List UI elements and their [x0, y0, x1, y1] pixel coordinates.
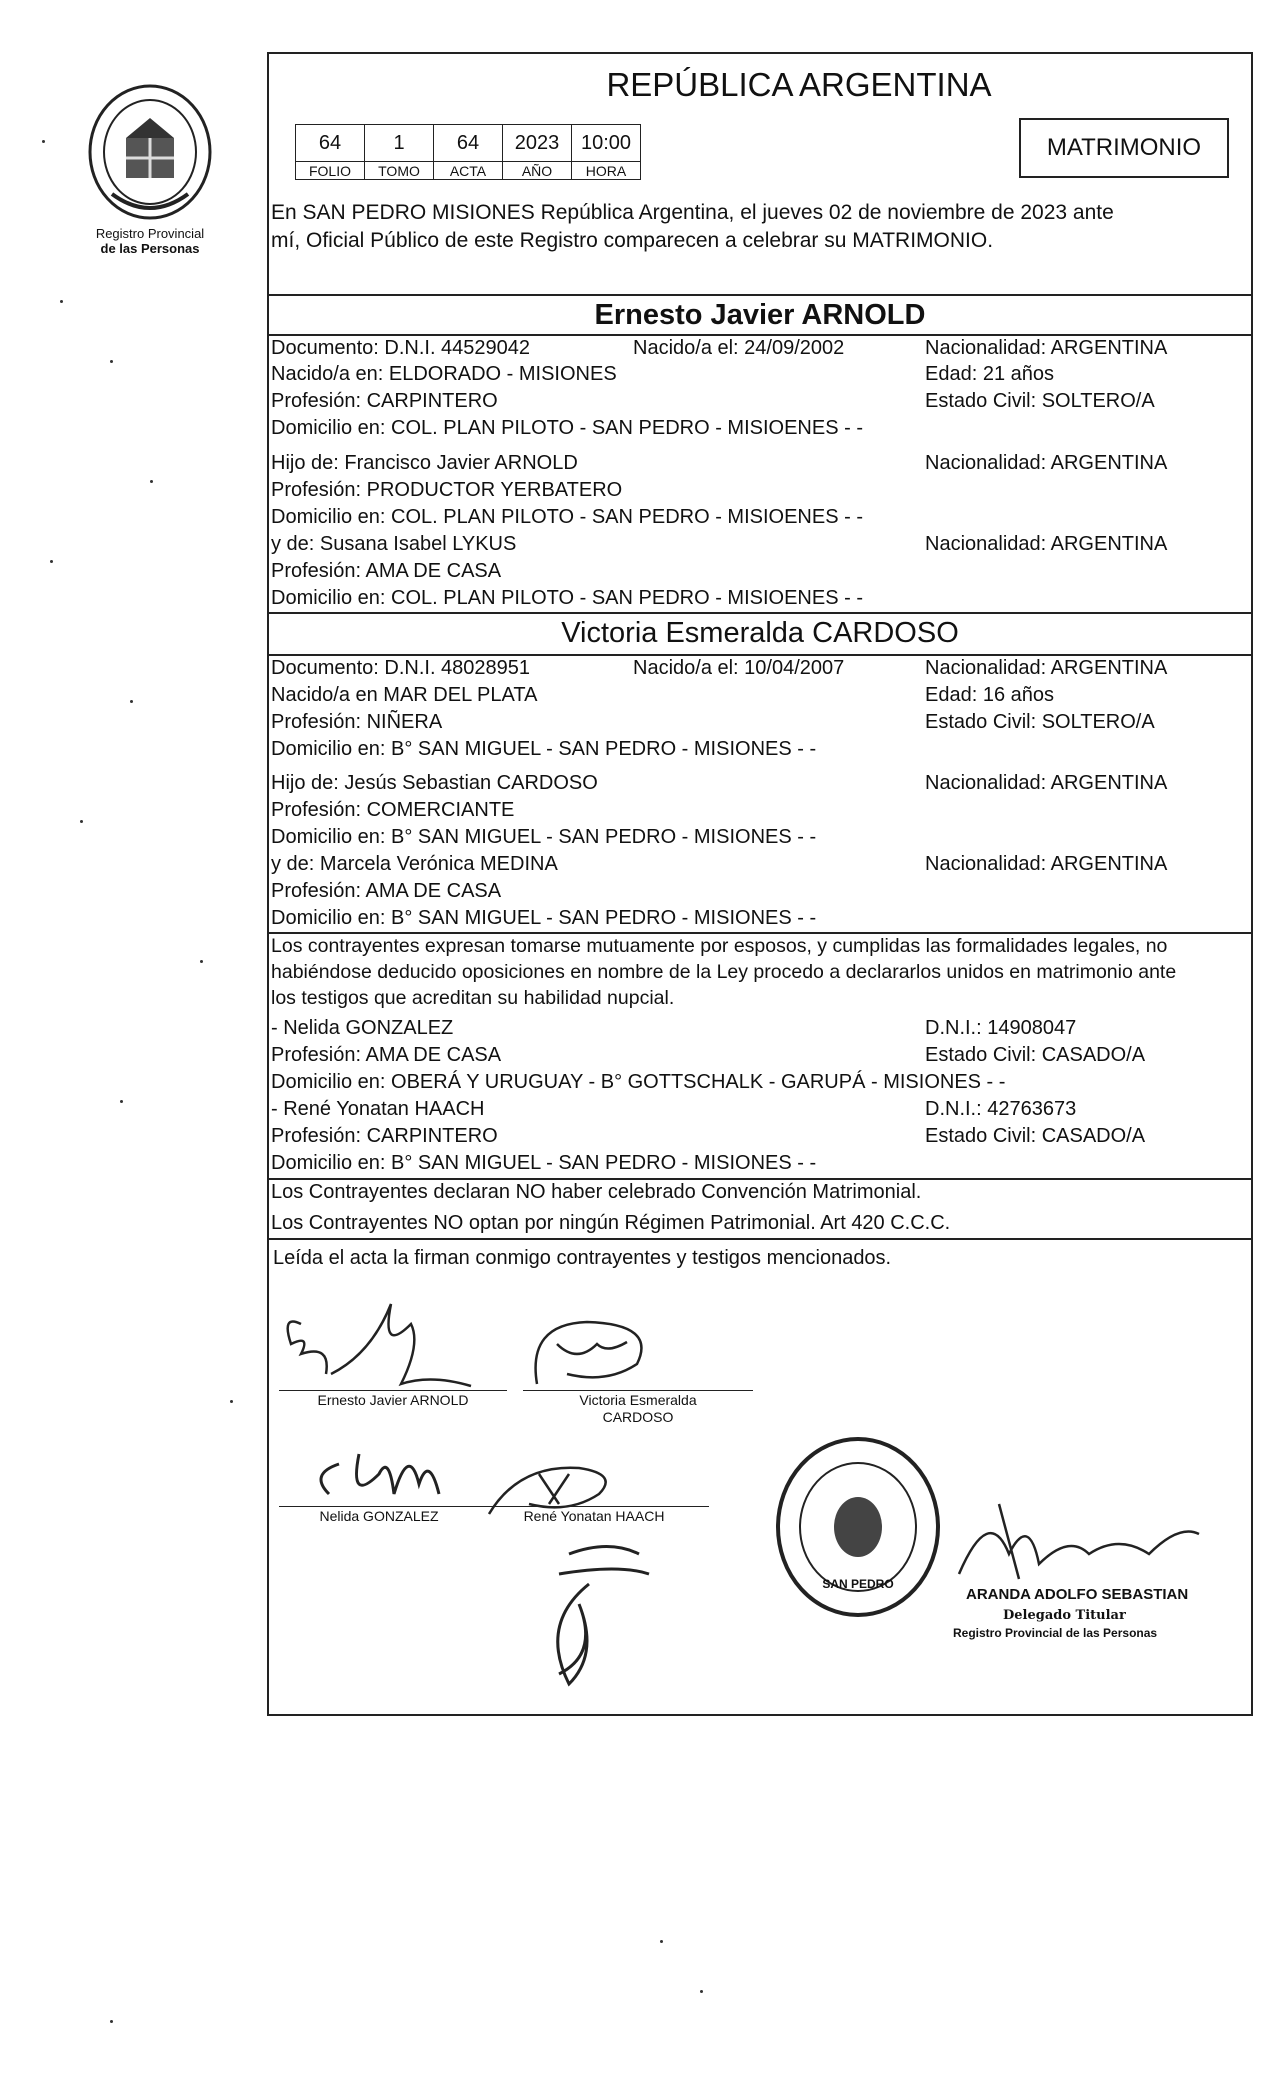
spouse1-padre-profesion: Profesión: PRODUCTOR YERBATERO [271, 479, 623, 501]
spouse2-madre-profesion: Profesión: AMA DE CASA [271, 880, 502, 902]
spouse1-madre: y de: Susana Isabel LYKUS [271, 533, 517, 555]
witness1-name: - Nelida GONZALEZ [271, 1017, 454, 1039]
spouse2-padre-domicilio: Domicilio en: B° SAN MIGUEL - SAN PEDRO - MISIONES - - [271, 826, 817, 848]
witness2-domicilio: Domicilio en: B° SAN MIGUEL - SAN PEDRO - MISIONES - - [271, 1152, 817, 1174]
record-type-box: MATRIMONIO [1019, 118, 1229, 178]
spouse2-domicilio: Domicilio en: B° SAN MIGUEL - SAN PEDRO - MISIONES - - [271, 738, 817, 760]
spouse1-documento: Documento: D.N.I. 44529042 [271, 337, 531, 359]
official-signature [949, 1494, 1209, 1584]
spouse1-nacido-el: Nacido/a el: 24/09/2002 [633, 337, 845, 359]
spouse2-nacido-en: Nacido/a en MAR DEL PLATA [271, 684, 538, 706]
witness2-profesion: Profesión: CARPINTERO [271, 1125, 498, 1147]
witness1-estado-civil: Estado Civil: CASADO/A [925, 1044, 1146, 1066]
spouse2-estado-civil: Estado Civil: SOLTERO/A [925, 711, 1155, 733]
hora-value: 10:00 [572, 125, 641, 162]
spouse2-madre-domicilio: Domicilio en: B° SAN MIGUEL - SAN PEDRO - MISIONES - - [271, 907, 817, 929]
intro-line-2: mí, Oficial Público de este Registro comparecen a celebrar su MATRIMONIO. [271, 229, 994, 252]
acta-label: ACTA [434, 162, 503, 180]
spouse1-padre-nacionalidad: Nacionalidad: ARGENTINA [925, 452, 1168, 474]
spouse2-edad: Edad: 16 años [925, 684, 1054, 706]
signature-caption-ernesto: Ernesto Javier ARNOLD [317, 1392, 469, 1408]
spouse1-estado-civil: Estado Civil: SOLTERO/A [925, 390, 1155, 412]
spouse2-documento: Documento: D.N.I. 48028951 [271, 657, 531, 679]
intro-line-1: En SAN PEDRO MISIONES República Argentina, el jueves 02 de noviembre de 2023 ante [271, 201, 1114, 224]
spouse1-madre-nacionalidad: Nacionalidad: ARGENTINA [925, 533, 1168, 555]
spouse2-nacido-el: Nacido/a el: 10/04/2007 [633, 657, 845, 679]
signature-caption-nelida: Nelida GONZALEZ [319, 1508, 439, 1524]
marriage-certificate [267, 52, 1253, 1716]
officer-signature [529, 1534, 689, 1694]
spouse2-madre-nacionalidad: Nacionalidad: ARGENTINA [925, 853, 1168, 875]
witness1-profesion: Profesión: AMA DE CASA [271, 1044, 502, 1066]
signature-nelida [299, 1434, 479, 1514]
anio-value: 2023 [503, 125, 572, 162]
signatures-intro: Leída el acta la firman conmigo contrayentes y testigos mencionados. [273, 1247, 892, 1269]
spouse1-profesion: Profesión: CARPINTERO [271, 390, 498, 412]
signature-caption-victoria-1: Victoria Esmeralda [579, 1392, 697, 1408]
declaration-line-2: habiéndose deducido oposiciones en nombre de la Ley procedo a declararlos unidos en matrimonio ante [271, 961, 1177, 983]
seal-center-text: SAN PEDRO [822, 1577, 894, 1591]
official-office: Registro Provincial de las Personas [953, 1626, 1158, 1640]
witness2-name: - René Yonatan HAACH [271, 1098, 485, 1120]
folio-label: FOLIO [296, 162, 365, 180]
signature-caption-rene: René Yonatan HAACH [523, 1508, 665, 1524]
spouse1-padre: Hijo de: Francisco Javier ARNOLD [271, 452, 578, 474]
signature-caption-victoria-2: CARDOSO [602, 1409, 674, 1425]
spouse1-madre-profesion: Profesión: AMA DE CASA [271, 560, 502, 582]
witness2-dni: D.N.I.: 42763673 [925, 1098, 1077, 1120]
tomo-label: TOMO [365, 162, 434, 180]
coat-of-arms-icon [82, 82, 218, 230]
spouse2-name: Victoria Esmeralda CARDOSO [561, 617, 959, 649]
document-title: REPÚBLICA ARGENTINA [606, 66, 992, 103]
convencion-note: Los Contrayentes declaran NO haber celebrado Convención Matrimonial. [271, 1181, 922, 1203]
official-title: Delegado Titular [1003, 1608, 1126, 1623]
spouse2-padre-profesion: Profesión: COMERCIANTE [271, 799, 515, 821]
spouse2-profesion: Profesión: NIÑERA [271, 711, 443, 733]
spouse1-padre-domicilio: Domicilio en: COL. PLAN PILOTO - SAN PEDRO - MISIOENES - - [271, 506, 863, 528]
spouse2-madre: y de: Marcela Verónica MEDINA [271, 853, 558, 875]
hora-label: HORA [572, 162, 641, 180]
witness2-estado-civil: Estado Civil: CASADO/A [925, 1125, 1146, 1147]
declaration-line-1: Los contrayentes expresan tomarse mutuamente por esposos, y cumplidas las formalidades legales, no [271, 935, 1168, 957]
spouse2-padre-nacionalidad: Nacionalidad: ARGENTINA [925, 772, 1168, 794]
spouse1-name: Ernesto Javier ARNOLD [594, 299, 926, 331]
declaration-line-3: los testigos que acreditan su habilidad nupcial. [271, 987, 675, 1009]
spouse2-nacionalidad: Nacionalidad: ARGENTINA [925, 657, 1168, 679]
spouse1-madre-domicilio: Domicilio en: COL. PLAN PILOTO - SAN PEDRO - MISIOENES - - [271, 587, 863, 609]
logo-caption-2: de las Personas [100, 241, 200, 256]
registry-logo [82, 82, 218, 230]
record-meta-table [295, 124, 641, 180]
spouse2-padre: Hijo de: Jesús Sebastian CARDOSO [271, 772, 598, 794]
spouse1-domicilio: Domicilio en: COL. PLAN PILOTO - SAN PEDRO - MISIOENES - - [271, 417, 863, 439]
folio-value: 64 [296, 125, 365, 162]
witness1-dni: D.N.I.: 14908047 [925, 1017, 1077, 1039]
anio-label: AÑO [503, 162, 572, 180]
official-name: ARANDA ADOLFO SEBASTIAN [966, 1586, 1189, 1603]
acta-value: 64 [434, 125, 503, 162]
signature-victoria [527, 1314, 667, 1394]
spouse1-nacido-en: Nacido/a en: ELDORADO - MISIONES [271, 363, 617, 385]
spouse1-edad: Edad: 21 años [925, 363, 1054, 385]
regimen-note: Los Contrayentes NO optan por ningún Régimen Patrimonial. Art 420 C.C.C. [271, 1212, 951, 1234]
signature-ernesto [271, 1294, 491, 1404]
logo-caption-1: Registro Provincial [95, 226, 205, 241]
spouse1-nacionalidad: Nacionalidad: ARGENTINA [925, 337, 1168, 359]
tomo-value: 1 [365, 125, 434, 162]
witness1-domicilio: Domicilio en: OBERÁ Y URUGUAY - B° GOTTSCHALK - GARUPÁ - MISIONES - - [271, 1071, 1006, 1093]
